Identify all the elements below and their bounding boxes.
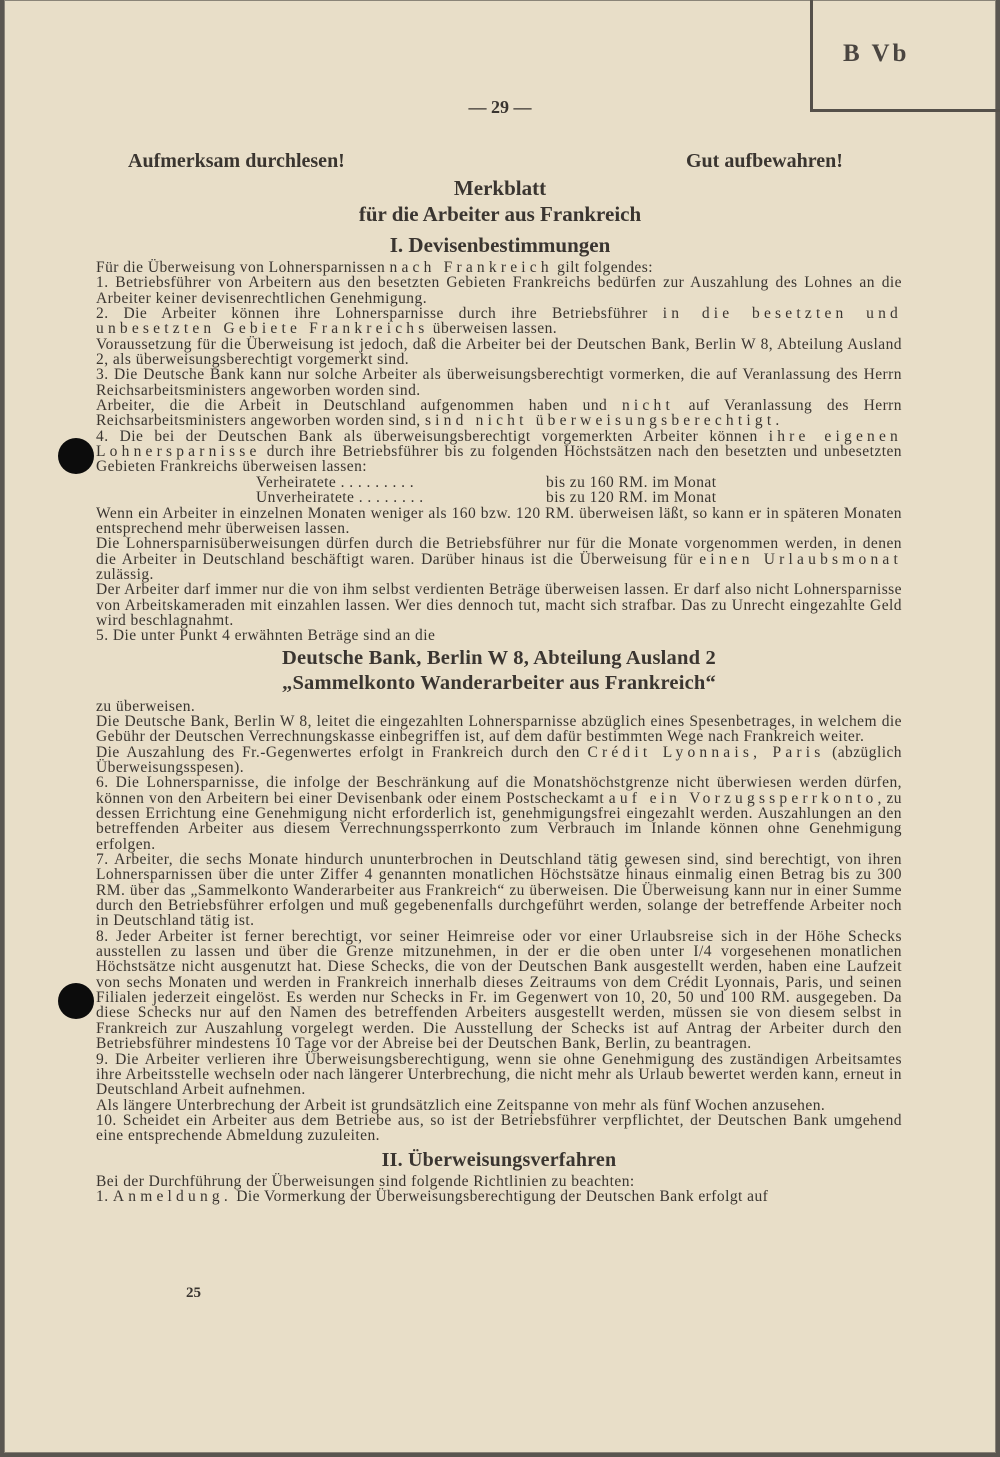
paragraph xyxy=(96,582,902,628)
classification-box xyxy=(810,0,1000,112)
paragraph xyxy=(96,337,902,368)
account-bank: Deutsche Bank, Berlin W 8, Abteilung Ausland 2 xyxy=(282,646,716,669)
note-read-carefully: Aufmerksam durchlesen! xyxy=(128,150,345,172)
punch-hole xyxy=(58,983,94,1019)
text-run: durch ihre Betriebsführer bis zu folgenden Höchstsätzen nach den besetzten und unbesetzten Gebieten Frankreichs überweisen lassen: xyxy=(96,443,902,476)
text-run: 6. Die Lohnersparnisse, die infolge der Beschränkung auf die Monatshöchstgrenze nicht überwiesen werden dürfen, können von den Arbeitern bei einer Devisenbank oder einem Postscheckamt xyxy=(96,774,902,807)
text-run: Wenn ein Arbeiter in einzelnen Monaten weniger als 160 bzw. 120 RM. überweisen läßt, so kann er in späteren Monaten entsprechend mehr überweisen lassen. xyxy=(96,504,902,537)
emphasized-text: ihre eigenen Lohnersparnisse xyxy=(96,427,903,461)
paragraph xyxy=(96,1174,902,1189)
emphasized-text: Anmeldung. xyxy=(112,1187,232,1205)
text-run: Arbeiter, die die Arbeit in Deutschland aufgenommen haben und xyxy=(96,397,622,415)
text-run: Voraussetzung für die Überweisung ist jedoch, daß die Arbeiter bei der Deutschen Bank, Berlin W 8, Abteilung Ausland 2, als überweisungsberechtigt vorgemerkt sind. xyxy=(96,335,902,369)
paragraph xyxy=(96,367,902,398)
classification-label: B Vb xyxy=(843,40,910,67)
account-name: „Sammelkonto Wanderarbeiter aus Frankreich“ xyxy=(282,671,716,694)
document-body xyxy=(96,260,902,1204)
rate-row xyxy=(256,475,902,490)
emphasized-text: einen Urlaubsmonat xyxy=(699,550,902,568)
text-run: (abzüglich Überweisungsspesen). xyxy=(96,743,902,776)
text-run: zu überweisen. xyxy=(96,697,196,715)
text-run: Der Arbeiter darf immer nur die von ihm selbst verdienten Beträge überweisen lassen. Er darf also nicht Lohnersparnisse von Arbeitskameraden mit einzahlen lassen. Wer dies dennoch tut, macht sich strafbar. Das zu Unrecht eingezahlte Geld wird beschlagnahmt. xyxy=(96,581,902,629)
emphasized-text: sind nicht überweisungsberechtigt. xyxy=(424,412,784,430)
sheet-number: 25 xyxy=(186,1285,201,1301)
rate-value: bis zu 120 RM. im Monat xyxy=(546,489,717,507)
page-number: — 29 — xyxy=(468,97,532,117)
paragraph xyxy=(96,1098,902,1113)
text-run: 1. xyxy=(96,1187,113,1205)
document-title: Merkblatt xyxy=(453,176,547,200)
note-keep-safe: Gut aufbewahren! xyxy=(686,150,843,172)
emphasized-text: nicht xyxy=(621,397,674,415)
paragraph-group-c xyxy=(96,699,902,1144)
emphasized-text: nach Frankreich xyxy=(389,259,553,276)
text-run: 7. Arbeiter, die sechs Monate hindurch ununterbrochen in Deutschland tätig gewesen sind, sind berechtigt, von ihren Lohnersparnissen über die unter Ziffer 4 genannten monatlichen Höchstsätze hinaus einmalig einen Betrag bis zu 300 RM. über das „Sammelkonto Wanderarbeiter aus Frankreich“ zu überweisen. Die Überweisung kann nur in einer Summe durch den Betriebsführer erfolgen und muß gegebenenfalls durchgeführt werden, solange der betreffende Arbeiter noch in Deutschland tätig ist. xyxy=(96,851,902,930)
text-run: überweisen lassen. xyxy=(428,320,558,338)
paragraph xyxy=(96,260,902,275)
text-run: Die Lohnersparnisüberweisungen dürfen durch die Betriebsführer nur für die Monate vorgenommen werden, in denen die Arbeiter in Deutschland beschäftigt waren. Darüber hinaus ist die Überweisung für xyxy=(96,535,902,568)
paragraph xyxy=(96,714,902,745)
section-heading-2: II. Überweisungsverfahren xyxy=(381,1148,617,1171)
text-run: 3. Die Deutsche Bank kann nur solche Arbeiter als überweisungsberechtigt vormerken, die auf Veranlassung des Herrn Reichsarbeitsministers angeworben worden sind. xyxy=(96,366,902,399)
section-heading-1: I. Devisenbestimmungen xyxy=(389,233,611,257)
paragraph xyxy=(96,1052,902,1098)
emphasized-text: auf ein Vorzugssperrkonto xyxy=(608,789,878,807)
text-run: Als längere Unterbrechung der Arbeit ist grundsätzlich eine Zeitspanne von mehr als fünf Wochen anzusehen. xyxy=(96,1096,826,1114)
paragraph xyxy=(96,929,902,1052)
paragraph xyxy=(96,306,902,337)
paragraph xyxy=(96,398,902,429)
text-run: 8. Jeder Arbeiter ist ferner berechtigt, vor seiner Heimreise oder vor einer Urlaubsreise sich in der Höhe Schecks ausstellen zu lassen und über die Grenze mitzunehmen, in der er die oben unter I/4 vorgesehenen monatlichen Höchstsätze nicht ausgenutzt hat. Diese Schecks, die von der Deutschen Bank ausgestellt werden, haben eine Laufzeit von sechs Monaten und werden in Frankreich innerhalb dieses Zeitraums von dem Crédit Lyonnais, Paris, und seinen Filialen jederzeit eingelöst. Es werden nur Schecks in Fr. im Gegenwert von 10, 20, 50 und 100 RM. ausgegeben. Da diese Schecks nur auf den Namen des betreffenden Arbeiters ausgestellt werden, müssen sie von diesem selbst in Frankreich zur Auszahlung vorgelegt werden. Die Ausstellung der Schecks ist auf Antrag der Arbeiter durch den Betriebsführer mindestens 10 Tage vor der Abreise bei der Deutschen Bank, Berlin, zu beantragen. xyxy=(96,927,902,1053)
rate-table xyxy=(256,475,902,506)
text-run: 9. Die Arbeiter verlieren ihre Überweisungsberechtigung, wenn sie ohne Genehmigung des zuständigen Arbeitsamtes ihre Arbeitsstelle wechseln oder nach längerer Unterbrechung, die nicht mehr als Urlaub bewertet werden kann, erneut in Deutschland Arbeit aufnehmen. xyxy=(96,1050,902,1099)
text-run: 10. Scheidet ein Arbeiter aus dem Betriebe aus, so ist der Betriebsführer verpflichtet, der Deutschen Bank umgehend eine entsprechende Abmeldung zuzuleiten. xyxy=(96,1111,902,1145)
text-run: Die Deutsche Bank, Berlin W 8, leitet die eingezahlten Lohnersparnisse abzüglich eines Spesenbetrages, in welchem die Gebühr der Deutschen Verrechnungskasse einbegriffen ist, auf dem dafür bestimmten Wege nach Frankreich weiter. xyxy=(96,712,902,746)
paragraph xyxy=(96,699,902,714)
text-run: , zu dessen Errichtung eine Genehmigung nicht erforderlich ist, genehmigungsfrei eingezahlt werden. Auszahlungen an den betreffenden Arbeiter aus diesem Verrechnungssperrkonto zum Verbrauch im Inlande können ohne Genehmigung erfolgen. xyxy=(96,789,902,853)
text-run: Für die Überweisung von Lohnersparnissen xyxy=(96,259,390,276)
paragraph xyxy=(96,852,902,929)
text-run: 2. Die Arbeiter können ihre Lohnersparnisse durch ihre Betriebsführer xyxy=(96,305,663,323)
text-run: Die Vormerkung der Überweisungsberechtigung der Deutschen Bank erfolgt auf xyxy=(231,1187,769,1205)
text-run: auf Veranlassung des Herrn Reichsarbeitsministers angeworben worden sind, xyxy=(96,397,902,430)
paragraph xyxy=(96,1189,902,1204)
rate-value: bis zu 160 RM. im Monat xyxy=(546,473,717,491)
paragraph xyxy=(96,275,902,306)
document-subtitle: für die Arbeiter aus Frankreich xyxy=(358,202,642,226)
text-run: Bei der Durchführung der Überweisungen sind folgende Richtlinien zu beachten: xyxy=(96,1172,635,1190)
emphasized-text: in die besetzten und unbesetzten Gebiete Frankreichs xyxy=(96,305,903,338)
rate-label: Verheiratete . . . . . . . . . xyxy=(256,473,415,491)
paragraph-group-d xyxy=(96,1174,902,1205)
paragraph-group-b xyxy=(96,506,902,644)
text-run: 5. Die unter Punkt 4 erwähnten Beträge sind an die xyxy=(96,627,436,645)
text-run: Die Auszahlung des Fr.-Gegenwertes erfolgt in Frankreich durch den xyxy=(96,743,588,761)
paragraph xyxy=(96,429,902,475)
text-run: zulässig. xyxy=(96,565,154,583)
punch-hole xyxy=(58,438,94,474)
text-run: 4. Die bei der Deutschen Bank als überweisungsberechtigt vorgemerkten Arbeiter können xyxy=(96,427,769,445)
paragraph xyxy=(96,775,902,852)
rate-label: Unverheiratete . . . . . . . . xyxy=(256,489,424,507)
rate-row xyxy=(256,490,902,505)
paragraph xyxy=(96,506,902,537)
text-run: 1. Betriebsführer von Arbeitern aus den besetzten Gebieten Frankreichs bedürfen zur Auszahlung des Lohnes an die Arbeiter keiner devisenrechtlichen Genehmigung. xyxy=(96,274,902,307)
paragraph xyxy=(96,1113,902,1144)
paragraph xyxy=(96,745,902,776)
emphasized-text: Crédit Lyonnais, Paris xyxy=(587,743,825,761)
account-heading xyxy=(96,646,902,696)
paragraph xyxy=(96,536,902,582)
text-run: gilt folgendes: xyxy=(552,259,653,276)
paragraph-group-a xyxy=(96,260,902,475)
paragraph xyxy=(96,628,902,643)
